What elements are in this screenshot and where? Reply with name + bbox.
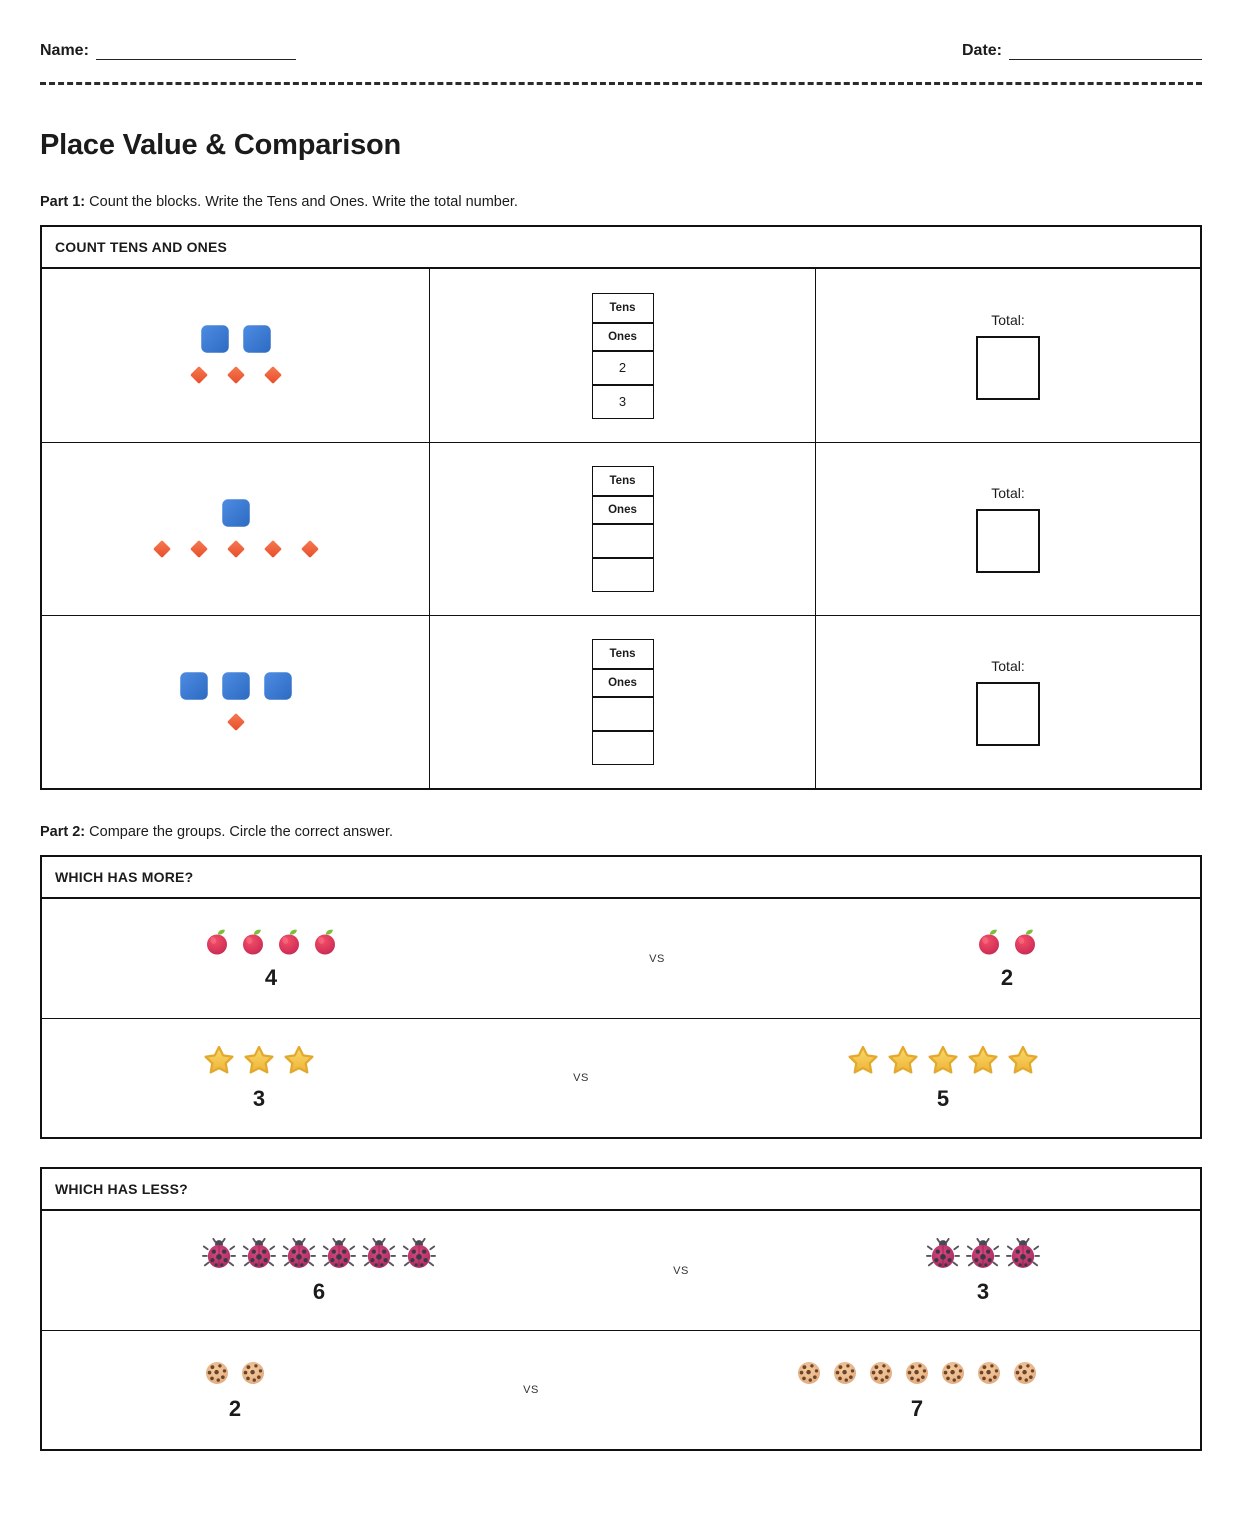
which-has-less-table [40,1167,1202,1451]
left-group[interactable] [202,1358,268,1422]
right-count: 2 [1000,964,1014,990]
tens-blocks-group [221,498,251,528]
right-group[interactable] [926,1237,1040,1305]
ladybug-icons [202,1237,436,1271]
date-label: Date: [961,42,1002,59]
apple-icons [202,927,340,957]
ladybug-icons [926,1237,1040,1271]
page-title: Place Value & Comparison [40,129,402,161]
comparison-row-stars [42,1018,1200,1137]
total-label: Total: [991,311,1025,328]
ones-header-cell: Ones [593,495,653,523]
total-cell [815,269,1200,442]
place-value-row [42,615,1200,788]
right-count: 3 [976,1278,990,1304]
vs-label: VS [523,1384,539,1396]
name-label: Name: [40,42,89,59]
tens-blocks-group [179,671,293,701]
part2-text: Compare the groups. Circle the correct answer. [89,824,393,840]
right-group[interactable] [974,927,1040,991]
name-field [40,42,296,60]
left-group[interactable] [202,1044,316,1112]
name-date-row [40,0,1202,60]
which-has-more-table [40,855,1202,1139]
total-cell [815,443,1200,615]
total-answer-box[interactable] [976,509,1040,573]
ones-header-cell: Ones [593,322,653,350]
place-value-row [42,269,1200,442]
more-table-header: WHICH HAS MORE? [42,857,1200,899]
right-count: 7 [910,1396,924,1421]
count-table-header: COUNT TENS AND ONES [42,227,1200,269]
left-count: 4 [264,964,278,990]
ones-value-cell[interactable] [593,557,653,591]
tens-ones-mini-table [592,466,654,592]
total-label: Total: [991,658,1025,674]
part1-instruction [40,194,1202,210]
date-field [962,42,1202,60]
tens-blocks-group [200,324,272,354]
total-cell [815,616,1200,788]
tens-ones-cell [429,616,815,788]
date-write-line[interactable] [1009,45,1202,60]
comparison-row-apples [42,899,1200,1018]
tens-value-cell[interactable]: 2 [593,350,653,384]
part2-label: Part 2: [40,824,86,840]
star-icons [202,1044,316,1078]
part1-label: Part 1: [40,194,86,210]
dashed-divider [40,82,1202,85]
left-count: 3 [252,1086,266,1111]
tens-value-cell[interactable] [593,523,653,557]
vs-label: VS [673,1264,689,1277]
total-label: Total: [991,485,1025,501]
tens-ones-mini-table [592,293,654,419]
ones-header-cell: Ones [593,668,653,696]
name-write-line[interactable] [96,45,296,60]
tens-value-cell[interactable] [593,696,653,730]
tens-header-cell: Tens [609,475,636,487]
blocks-cell [42,269,429,442]
right-group[interactable] [846,1044,1040,1112]
star-icons [846,1044,1040,1078]
blocks-cell [42,443,429,615]
left-count: 6 [312,1278,326,1304]
ones-diamonds-group [187,363,285,387]
tens-header-cell: Tens [609,301,636,314]
tens-ones-mini-table [592,639,654,765]
cookie-icons [202,1358,268,1388]
ones-diamonds-group [224,710,248,734]
tens-ones-cell [429,443,815,615]
ones-diamonds-group [150,537,322,561]
place-value-row [42,442,1200,615]
left-group[interactable] [202,927,340,991]
comparison-row-cookies [42,1330,1200,1449]
part1-text: Count the blocks. Write the Tens and Ones. Write the total number. [89,194,518,210]
part2-instruction [40,824,1202,840]
ones-value-cell[interactable] [593,730,653,764]
tens-header-cell: Tens [609,648,636,660]
tens-ones-cell [429,269,815,442]
comparison-row-ladybugs [42,1211,1200,1330]
apple-icons [974,927,1040,957]
less-table-header: WHICH HAS LESS? [42,1169,1200,1211]
cookie-icons [794,1358,1040,1388]
total-answer-box[interactable] [976,682,1040,746]
vs-label: VS [573,1072,589,1084]
left-group[interactable] [202,1237,436,1305]
left-count: 2 [228,1396,242,1421]
total-answer-box[interactable] [976,336,1040,400]
blocks-cell [42,616,429,788]
right-group[interactable] [794,1358,1040,1422]
right-count: 5 [936,1086,950,1111]
ones-value-cell[interactable]: 3 [593,384,653,418]
count-tens-ones-table [40,225,1202,790]
vs-label: VS [649,952,665,965]
